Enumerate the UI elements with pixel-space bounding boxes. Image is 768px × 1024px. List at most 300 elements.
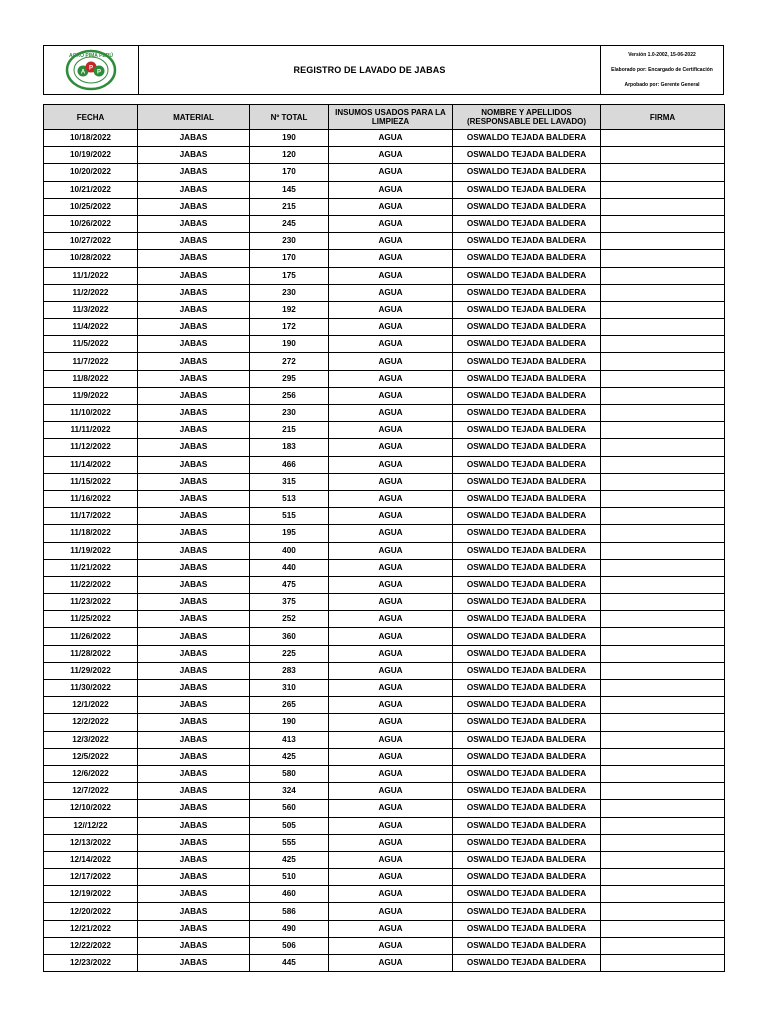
cell-fecha: 11/26/2022 (44, 628, 138, 645)
table-row (44, 594, 725, 611)
cell-insumos: AGUA (329, 594, 453, 611)
cell-material: JABAS (138, 594, 250, 611)
cell-total: 183 (250, 439, 329, 456)
cell-firma (601, 817, 725, 834)
cell-fecha: 11/4/2022 (44, 319, 138, 336)
cell-firma (601, 920, 725, 937)
cell-total: 195 (250, 525, 329, 542)
cell-total: 445 (250, 955, 329, 972)
cell-total: 170 (250, 250, 329, 267)
cell-insumos: AGUA (329, 164, 453, 181)
cell-nombre: OSWALDO TEJADA BALDERA (453, 181, 601, 198)
cell-firma (601, 800, 725, 817)
table-row (44, 164, 725, 181)
table-row (44, 714, 725, 731)
cell-firma (601, 456, 725, 473)
cell-total: 425 (250, 748, 329, 765)
cell-total: 324 (250, 783, 329, 800)
cell-material: JABAS (138, 886, 250, 903)
cell-firma (601, 662, 725, 679)
cell-insumos: AGUA (329, 370, 453, 387)
cell-nombre: OSWALDO TEJADA BALDERA (453, 834, 601, 851)
cell-material: JABAS (138, 405, 250, 422)
cell-total: 560 (250, 800, 329, 817)
table-row (44, 198, 725, 215)
cell-nombre: OSWALDO TEJADA BALDERA (453, 284, 601, 301)
cell-total: 310 (250, 680, 329, 697)
cell-insumos: AGUA (329, 851, 453, 868)
cell-material: JABAS (138, 628, 250, 645)
cell-insumos: AGUA (329, 130, 453, 147)
cell-insumos: AGUA (329, 233, 453, 250)
cell-total: 120 (250, 147, 329, 164)
cell-material: JABAS (138, 319, 250, 336)
cell-insumos: AGUA (329, 576, 453, 593)
table-row (44, 748, 725, 765)
cell-insumos: AGUA (329, 215, 453, 232)
cell-fecha: 12/7/2022 (44, 783, 138, 800)
table-row (44, 422, 725, 439)
cell-nombre: OSWALDO TEJADA BALDERA (453, 594, 601, 611)
table-row (44, 508, 725, 525)
document-meta (600, 46, 723, 94)
cell-firma (601, 748, 725, 765)
cell-material: JABAS (138, 198, 250, 215)
cell-insumos: AGUA (329, 748, 453, 765)
table-row (44, 456, 725, 473)
table-row (44, 783, 725, 800)
table-row (44, 628, 725, 645)
cell-fecha: 12/6/2022 (44, 765, 138, 782)
cell-total: 510 (250, 869, 329, 886)
cell-nombre: OSWALDO TEJADA BALDERA (453, 783, 601, 800)
cell-nombre: OSWALDO TEJADA BALDERA (453, 439, 601, 456)
cell-total: 192 (250, 301, 329, 318)
cell-fecha: 12/19/2022 (44, 886, 138, 903)
cell-fecha: 10/28/2022 (44, 250, 138, 267)
cell-material: JABAS (138, 817, 250, 834)
cell-total: 460 (250, 886, 329, 903)
cell-insumos: AGUA (329, 387, 453, 404)
table-row (44, 525, 725, 542)
cell-total: 515 (250, 508, 329, 525)
cell-nombre: OSWALDO TEJADA BALDERA (453, 336, 601, 353)
elaborado-text: Elaborado por: Encargado de Certificación (611, 66, 713, 73)
cell-firma (601, 714, 725, 731)
cell-firma (601, 490, 725, 507)
table-row (44, 336, 725, 353)
logo-cell (44, 46, 139, 94)
table-row (44, 319, 725, 336)
table-row (44, 301, 725, 318)
cell-insumos: AGUA (329, 336, 453, 353)
cell-firma (601, 439, 725, 456)
cell-fecha: 11/10/2022 (44, 405, 138, 422)
column-header-material: MATERIAL (138, 105, 250, 130)
cell-firma (601, 508, 725, 525)
cell-total: 375 (250, 594, 329, 611)
cell-insumos: AGUA (329, 147, 453, 164)
cell-material: JABAS (138, 748, 250, 765)
svg-text:P: P (88, 65, 94, 72)
cell-fecha: 10/20/2022 (44, 164, 138, 181)
cell-insumos: AGUA (329, 301, 453, 318)
cell-nombre: OSWALDO TEJADA BALDERA (453, 886, 601, 903)
cell-firma (601, 576, 725, 593)
table-row (44, 937, 725, 954)
cell-nombre: OSWALDO TEJADA BALDERA (453, 490, 601, 507)
cell-total: 283 (250, 662, 329, 679)
cell-nombre: OSWALDO TEJADA BALDERA (453, 748, 601, 765)
cell-nombre: OSWALDO TEJADA BALDERA (453, 198, 601, 215)
cell-fecha: 11/3/2022 (44, 301, 138, 318)
cell-fecha: 11/2/2022 (44, 284, 138, 301)
cell-insumos: AGUA (329, 405, 453, 422)
cell-total: 215 (250, 198, 329, 215)
cell-material: JABAS (138, 130, 250, 147)
cell-firma (601, 422, 725, 439)
table-row (44, 869, 725, 886)
cell-material: JABAS (138, 714, 250, 731)
cell-total: 230 (250, 233, 329, 250)
cell-fecha: 11/1/2022 (44, 267, 138, 284)
cell-material: JABAS (138, 680, 250, 697)
table-row (44, 233, 725, 250)
cell-material: JABAS (138, 147, 250, 164)
table-row (44, 645, 725, 662)
cell-fecha: 12//12/22 (44, 817, 138, 834)
cell-material: JABAS (138, 233, 250, 250)
table-row (44, 250, 725, 267)
column-header-insumos: INSUMOS USADOS PARA LA LIMPIEZA (329, 105, 453, 130)
table-row (44, 387, 725, 404)
cell-nombre: OSWALDO TEJADA BALDERA (453, 508, 601, 525)
cell-insumos: AGUA (329, 955, 453, 972)
cell-fecha: 11/21/2022 (44, 559, 138, 576)
cell-material: JABAS (138, 490, 250, 507)
table-row (44, 370, 725, 387)
cell-total: 413 (250, 731, 329, 748)
table-row (44, 559, 725, 576)
cell-firma (601, 130, 725, 147)
cell-nombre: OSWALDO TEJADA BALDERA (453, 851, 601, 868)
table-row (44, 181, 725, 198)
cell-nombre: OSWALDO TEJADA BALDERA (453, 576, 601, 593)
cell-fecha: 11/28/2022 (44, 645, 138, 662)
cell-firma (601, 783, 725, 800)
company-logo (65, 49, 117, 91)
cell-total: 245 (250, 215, 329, 232)
cell-fecha: 12/13/2022 (44, 834, 138, 851)
cell-total: 265 (250, 697, 329, 714)
cell-firma (601, 147, 725, 164)
cell-fecha: 12/21/2022 (44, 920, 138, 937)
cell-fecha: 11/19/2022 (44, 542, 138, 559)
cell-fecha: 12/22/2022 (44, 937, 138, 954)
cell-fecha: 10/19/2022 (44, 147, 138, 164)
cell-firma (601, 645, 725, 662)
cell-fecha: 10/21/2022 (44, 181, 138, 198)
cell-material: JABAS (138, 353, 250, 370)
table-row (44, 834, 725, 851)
cell-total: 475 (250, 576, 329, 593)
cell-insumos: AGUA (329, 937, 453, 954)
cell-firma (601, 628, 725, 645)
cell-firma (601, 301, 725, 318)
cell-firma (601, 473, 725, 490)
cell-firma (601, 215, 725, 232)
cell-nombre: OSWALDO TEJADA BALDERA (453, 301, 601, 318)
cell-total: 586 (250, 903, 329, 920)
cell-material: JABAS (138, 370, 250, 387)
cell-nombre: OSWALDO TEJADA BALDERA (453, 628, 601, 645)
table-header-row (44, 105, 725, 130)
cell-total: 256 (250, 387, 329, 404)
cell-material: JABAS (138, 765, 250, 782)
cell-fecha: 10/26/2022 (44, 215, 138, 232)
cell-nombre: OSWALDO TEJADA BALDERA (453, 319, 601, 336)
cell-firma (601, 955, 725, 972)
cell-material: JABAS (138, 662, 250, 679)
cell-nombre: OSWALDO TEJADA BALDERA (453, 250, 601, 267)
cell-material: JABAS (138, 611, 250, 628)
table-row (44, 765, 725, 782)
cell-firma (601, 765, 725, 782)
cell-total: 230 (250, 284, 329, 301)
cell-material: JABAS (138, 473, 250, 490)
cell-total: 190 (250, 336, 329, 353)
cell-nombre: OSWALDO TEJADA BALDERA (453, 147, 601, 164)
cell-firma (601, 284, 725, 301)
table-row (44, 697, 725, 714)
cell-total: 190 (250, 714, 329, 731)
cell-firma (601, 680, 725, 697)
cell-firma (601, 387, 725, 404)
cell-firma (601, 559, 725, 576)
cell-fecha: 12/5/2022 (44, 748, 138, 765)
cell-total: 440 (250, 559, 329, 576)
cell-firma (601, 525, 725, 542)
cell-firma (601, 903, 725, 920)
cell-insumos: AGUA (329, 353, 453, 370)
aprobado-text: Arpobado por: Gerente General (624, 81, 700, 88)
cell-material: JABAS (138, 250, 250, 267)
cell-total: 172 (250, 319, 329, 336)
table-row (44, 680, 725, 697)
cell-material: JABAS (138, 508, 250, 525)
cell-nombre: OSWALDO TEJADA BALDERA (453, 405, 601, 422)
cell-firma (601, 731, 725, 748)
table-row (44, 955, 725, 972)
cell-total: 225 (250, 645, 329, 662)
cell-fecha: 12/10/2022 (44, 800, 138, 817)
table-body (44, 130, 725, 972)
cell-total: 513 (250, 490, 329, 507)
cell-firma (601, 834, 725, 851)
cell-fecha: 12/14/2022 (44, 851, 138, 868)
cell-insumos: AGUA (329, 834, 453, 851)
cell-material: JABAS (138, 851, 250, 868)
cell-material: JABAS (138, 181, 250, 198)
cell-insumos: AGUA (329, 611, 453, 628)
cell-firma (601, 181, 725, 198)
cell-total: 555 (250, 834, 329, 851)
cell-total: 295 (250, 370, 329, 387)
table-row (44, 886, 725, 903)
cell-material: JABAS (138, 645, 250, 662)
cell-insumos: AGUA (329, 508, 453, 525)
cell-nombre: OSWALDO TEJADA BALDERA (453, 903, 601, 920)
cell-fecha: 11/22/2022 (44, 576, 138, 593)
cell-fecha: 12/20/2022 (44, 903, 138, 920)
cell-material: JABAS (138, 284, 250, 301)
cell-fecha: 11/9/2022 (44, 387, 138, 404)
cell-firma (601, 370, 725, 387)
cell-insumos: AGUA (329, 422, 453, 439)
cell-material: JABAS (138, 215, 250, 232)
cell-material: JABAS (138, 422, 250, 439)
cell-fecha: 11/14/2022 (44, 456, 138, 473)
cell-insumos: AGUA (329, 267, 453, 284)
cell-insumos: AGUA (329, 817, 453, 834)
cell-insumos: AGUA (329, 473, 453, 490)
svg-text:A: A (80, 69, 86, 76)
cell-firma (601, 405, 725, 422)
cell-fecha: 10/27/2022 (44, 233, 138, 250)
cell-nombre: OSWALDO TEJADA BALDERA (453, 215, 601, 232)
table-row (44, 542, 725, 559)
cell-nombre: OSWALDO TEJADA BALDERA (453, 937, 601, 954)
cell-material: JABAS (138, 164, 250, 181)
cell-material: JABAS (138, 542, 250, 559)
cell-fecha: 11/8/2022 (44, 370, 138, 387)
cell-material: JABAS (138, 576, 250, 593)
cell-material: JABAS (138, 456, 250, 473)
cell-nombre: OSWALDO TEJADA BALDERA (453, 662, 601, 679)
table-row (44, 473, 725, 490)
table-row (44, 439, 725, 456)
cell-total: 230 (250, 405, 329, 422)
column-header-nombre: NOMBRE Y APELLIDOS (RESPONSABLE DEL LAVADO) (453, 105, 601, 130)
cell-insumos: AGUA (329, 525, 453, 542)
column-header-fecha: FECHA (44, 105, 138, 130)
cell-material: JABAS (138, 439, 250, 456)
cell-nombre: OSWALDO TEJADA BALDERA (453, 800, 601, 817)
cell-total: 505 (250, 817, 329, 834)
cell-insumos: AGUA (329, 628, 453, 645)
cell-nombre: OSWALDO TEJADA BALDERA (453, 473, 601, 490)
cell-fecha: 12/17/2022 (44, 869, 138, 886)
cell-firma (601, 542, 725, 559)
table-row (44, 490, 725, 507)
cell-insumos: AGUA (329, 319, 453, 336)
cell-total: 190 (250, 130, 329, 147)
cell-nombre: OSWALDO TEJADA BALDERA (453, 130, 601, 147)
cell-insumos: AGUA (329, 542, 453, 559)
cell-insumos: AGUA (329, 800, 453, 817)
cell-firma (601, 233, 725, 250)
cell-firma (601, 594, 725, 611)
table-row (44, 147, 725, 164)
washing-log-table (43, 104, 725, 972)
cell-nombre: OSWALDO TEJADA BALDERA (453, 955, 601, 972)
cell-nombre: OSWALDO TEJADA BALDERA (453, 714, 601, 731)
cell-material: JABAS (138, 559, 250, 576)
cell-fecha: 12/2/2022 (44, 714, 138, 731)
cell-insumos: AGUA (329, 714, 453, 731)
cell-firma (601, 336, 725, 353)
cell-insumos: AGUA (329, 250, 453, 267)
cell-insumos: AGUA (329, 645, 453, 662)
cell-firma (601, 250, 725, 267)
cell-material: JABAS (138, 731, 250, 748)
cell-nombre: OSWALDO TEJADA BALDERA (453, 542, 601, 559)
cell-insumos: AGUA (329, 662, 453, 679)
cell-material: JABAS (138, 267, 250, 284)
cell-nombre: OSWALDO TEJADA BALDERA (453, 353, 601, 370)
cell-nombre: OSWALDO TEJADA BALDERA (453, 680, 601, 697)
cell-total: 215 (250, 422, 329, 439)
svg-text:P: P (96, 69, 102, 76)
table-row (44, 800, 725, 817)
cell-material: JABAS (138, 783, 250, 800)
cell-total: 145 (250, 181, 329, 198)
cell-insumos: AGUA (329, 765, 453, 782)
cell-fecha: 10/25/2022 (44, 198, 138, 215)
cell-nombre: OSWALDO TEJADA BALDERA (453, 387, 601, 404)
table-row (44, 662, 725, 679)
cell-nombre: OSWALDO TEJADA BALDERA (453, 645, 601, 662)
cell-insumos: AGUA (329, 181, 453, 198)
cell-insumos: AGUA (329, 456, 453, 473)
cell-total: 490 (250, 920, 329, 937)
svg-text:AGRO PIMA PERÚ: AGRO PIMA PERÚ (69, 53, 113, 59)
table-container (43, 104, 724, 972)
cell-nombre: OSWALDO TEJADA BALDERA (453, 920, 601, 937)
cell-insumos: AGUA (329, 198, 453, 215)
cell-insumos: AGUA (329, 920, 453, 937)
page-title: REGISTRO DE LAVADO DE JABAS (293, 65, 446, 75)
cell-nombre: OSWALDO TEJADA BALDERA (453, 817, 601, 834)
cell-firma (601, 319, 725, 336)
cell-material: JABAS (138, 937, 250, 954)
column-header-firma: FIRMA (601, 105, 725, 130)
cell-insumos: AGUA (329, 284, 453, 301)
cell-insumos: AGUA (329, 559, 453, 576)
cell-material: JABAS (138, 903, 250, 920)
cell-fecha: 11/18/2022 (44, 525, 138, 542)
cell-fecha: 12/23/2022 (44, 955, 138, 972)
cell-fecha: 11/29/2022 (44, 662, 138, 679)
table-row (44, 353, 725, 370)
cell-fecha: 11/23/2022 (44, 594, 138, 611)
cell-material: JABAS (138, 869, 250, 886)
cell-insumos: AGUA (329, 869, 453, 886)
cell-total: 466 (250, 456, 329, 473)
cell-fecha: 11/11/2022 (44, 422, 138, 439)
table-row (44, 731, 725, 748)
cell-insumos: AGUA (329, 439, 453, 456)
cell-insumos: AGUA (329, 903, 453, 920)
cell-material: JABAS (138, 525, 250, 542)
table-row (44, 903, 725, 920)
cell-insumos: AGUA (329, 731, 453, 748)
cell-material: JABAS (138, 800, 250, 817)
cell-nombre: OSWALDO TEJADA BALDERA (453, 559, 601, 576)
cell-nombre: OSWALDO TEJADA BALDERA (453, 233, 601, 250)
cell-firma (601, 869, 725, 886)
cell-firma (601, 353, 725, 370)
